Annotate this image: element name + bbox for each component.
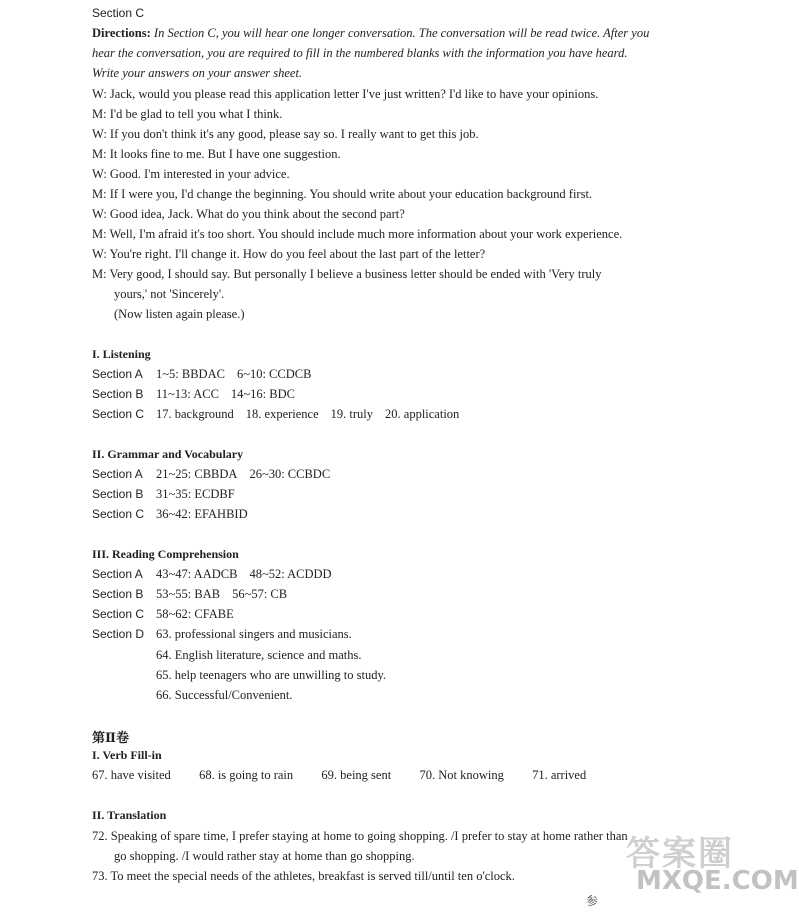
answer-group: 56~57: CB xyxy=(232,587,288,601)
listen-again-note: (Now listen again please.) xyxy=(114,307,245,321)
dialogue-line: W: If you don't think it's any good, please say so. I really want to get this job. xyxy=(92,127,479,141)
listening-row xyxy=(92,407,459,422)
section-label: Section C xyxy=(92,407,145,421)
dialogue-line: M: I'd be glad to tell you what I think. xyxy=(92,107,283,121)
translation-line: go shopping. /I would rather stay at home than go shopping. xyxy=(114,849,415,863)
answer-group: 17. background xyxy=(156,407,234,421)
listening-row xyxy=(92,367,311,382)
answer-group: 18. experience xyxy=(245,407,319,421)
verb-fill-in-row xyxy=(92,768,586,783)
verb-answer: 71. arrived xyxy=(532,768,587,782)
dialogue-line: W: Good idea, Jack. What do you think about the second part? xyxy=(92,207,405,221)
listening-heading: I. Listening xyxy=(92,347,151,361)
directions-line-2: hear the conversation, you are required to fill in the numbered blanks with the information you have heard. xyxy=(92,46,628,60)
grammar-row xyxy=(92,487,235,502)
verb-answer: 69. being sent xyxy=(321,768,392,782)
section-d-item: 63. professional singers and musicians. xyxy=(156,627,352,641)
watermark-site: MXQE.COM xyxy=(636,866,799,896)
answer-group: 11~13: ACC xyxy=(156,387,219,401)
section-d-item: 65. help teenagers who are unwilling to study. xyxy=(156,668,387,682)
directions-text-1: In Section C, you will hear one longer conversation. The conversation will be read twice. After you xyxy=(150,26,650,40)
directions-label: Directions: xyxy=(92,26,151,40)
section-label: Section B xyxy=(92,387,144,401)
answer-group: 19. truly xyxy=(330,407,374,421)
directions-line-1 xyxy=(92,26,649,41)
verb-fill-in-heading: I. Verb Fill-in xyxy=(92,748,162,762)
translation-line: 73. To meet the special needs of the athletes, breakfast is served till/until ten o'clock. xyxy=(92,869,515,883)
section-label: Section A xyxy=(92,467,143,481)
section-c-title: Section C xyxy=(92,6,145,20)
dialogue-line: W: You're right. I'll change it. How do you feel about the last part of the letter? xyxy=(92,247,486,261)
grammar-row xyxy=(92,467,330,482)
listening-row xyxy=(92,387,295,402)
dialogue-line: W: Jack, would you please read this application letter I've just written? I'd like to have your opinions. xyxy=(92,87,599,101)
dialogue-line: M: It looks fine to me. But I have one suggestion. xyxy=(92,147,341,161)
dialogue-line: yours,' not 'Sincerely'. xyxy=(114,287,225,301)
watermark-footer-char: 参 xyxy=(586,894,599,908)
dialogue-line: M: If I were you, I'd change the beginning. You should write about your education background first. xyxy=(92,187,593,201)
section-label: Section B xyxy=(92,487,144,501)
answer-group: 1~5: BBDAC xyxy=(156,367,225,381)
answer-group: 31~35: ECDBF xyxy=(156,487,235,501)
answer-group: 14~16: BDC xyxy=(230,387,295,401)
reading-row xyxy=(92,607,234,622)
answer-group: 58~62: CFABE xyxy=(156,607,234,621)
section-label: Section B xyxy=(92,587,144,601)
dialogue-line: M: Well, I'm afraid it's too short. You should include much more information about your work experience. xyxy=(92,227,623,241)
verb-answer: 68. is going to rain xyxy=(199,768,294,782)
translation-line: 72. Speaking of spare time, I prefer staying at home to going shopping. /I prefer to stay at home rather than xyxy=(92,829,628,843)
section-label: Section A xyxy=(92,367,143,381)
answer-group: 21~25: CBBDA xyxy=(156,467,238,481)
reading-row xyxy=(92,567,332,582)
reading-heading: III. Reading Comprehension xyxy=(92,547,239,561)
translation-heading: II. Translation xyxy=(92,808,167,822)
grammar-heading: II. Grammar and Vocabulary xyxy=(92,447,244,461)
answer-group: 20. application xyxy=(385,407,460,421)
answer-group: 6~10: CCDCB xyxy=(236,367,312,381)
watermark-logo xyxy=(586,826,799,916)
answer-group: 26~30: CCBDC xyxy=(249,467,331,481)
verb-answer: 70. Not knowing xyxy=(419,768,504,782)
directions-line-3: Write your answers on your answer sheet. xyxy=(92,66,303,80)
reading-row xyxy=(92,587,287,602)
answer-group: 48~52: ACDDD xyxy=(249,567,332,581)
section-label: Section C xyxy=(92,607,145,621)
dialogue-line: M: Very good, I should say. But personally I believe a business letter should be ended with 'Very truly xyxy=(92,267,602,281)
section-d-item: 64. English literature, science and maths. xyxy=(156,648,362,662)
answer-group: 43~47: AADCB xyxy=(156,567,238,581)
section-d-item: 66. Successful/Convenient. xyxy=(156,688,293,702)
answer-group: 36~42: EFAHBID xyxy=(156,507,248,521)
grammar-row xyxy=(92,507,248,522)
volume-2-heading: 第Ⅱ卷 xyxy=(92,731,129,746)
dialogue-line: W: Good. I'm interested in your advice. xyxy=(92,167,290,181)
watermark-logo-text: 答案圈 xyxy=(626,834,734,874)
section-label: Section C xyxy=(92,507,145,521)
answer-group: 53~55: BAB xyxy=(156,587,221,601)
section-label: Section D xyxy=(92,627,145,641)
verb-answer: 67. have visited xyxy=(92,768,171,782)
section-label: Section A xyxy=(92,567,143,581)
reading-row-section-d xyxy=(92,627,352,642)
